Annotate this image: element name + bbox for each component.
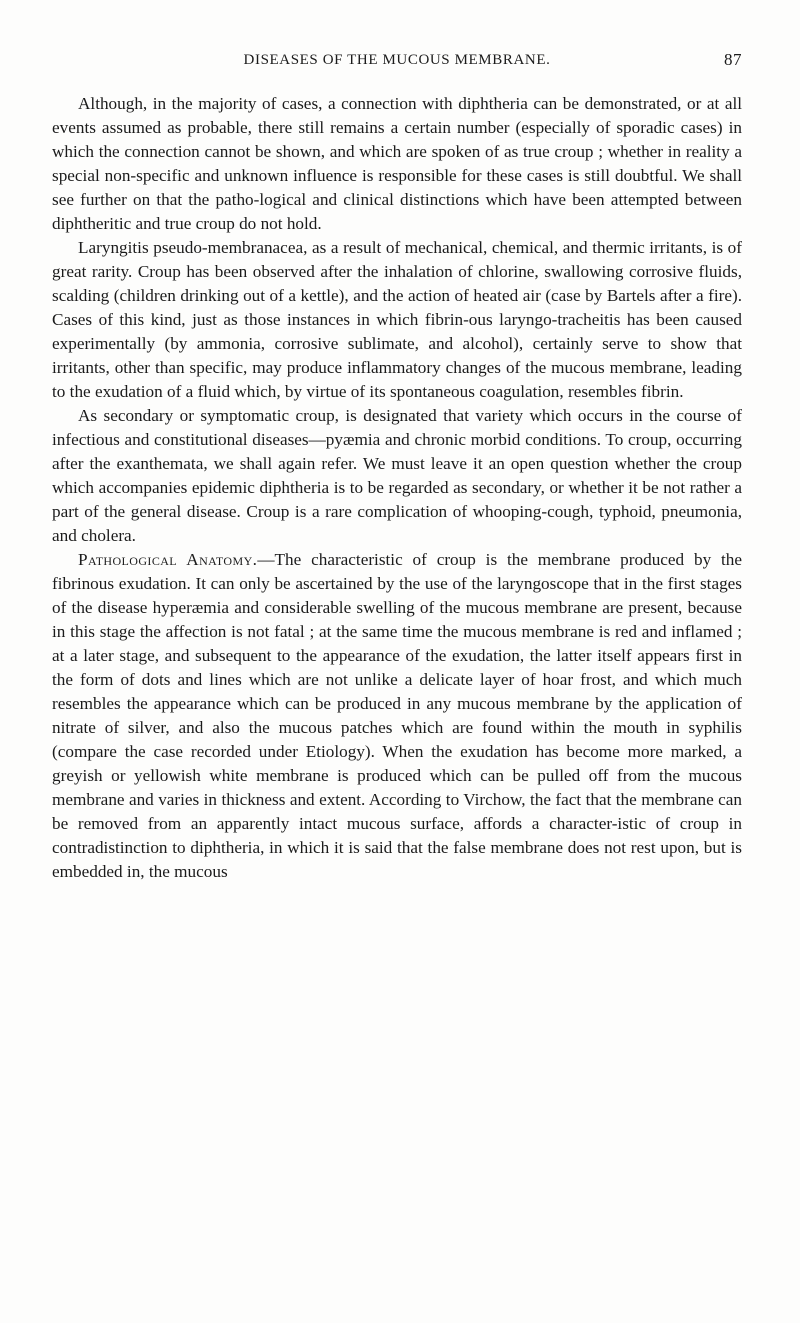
page-number: 87 (724, 50, 742, 69)
running-title: DISEASES OF THE MUCOUS MEMBRANE. (243, 52, 551, 68)
paragraph-secondary-croup: As secondary or symptomatic croup, is designated that variety which occurs in the course of infectious and constitutional diseases—pyæmia and chronic morbid conditions. To croup, occurring after the exanthemata, we shall again refer. We must leave it an open question whether the croup which accompanies epidemic diphtheria is to be regarded as secondary, or whether it be not rather a part of the general disease. Croup is a rare complication of whooping-cough, typhoid, pneumonia, and cholera. (52, 406, 742, 545)
section-heading-pathological-anatomy: Pathological Anatomy. (78, 550, 258, 569)
body-text (52, 92, 742, 884)
paragraph-diphtheria-connection: Although, in the majority of cases, a connection with diphtheria can be demonstrated, or at all events assumed as probable, there still remains a certain number (especially of sporadic cases) in which the connection cannot be shown, and which are spoken of as true croup ; whether in reality a special non-specific and unknown influence is responsible for these cases is still doubtful. We shall see further on that the patho-logical and clinical distinctions which have been attempted between diphtheritic and true croup do not hold. (52, 94, 742, 233)
paragraph-pathological-anatomy (52, 548, 742, 884)
running-head (52, 50, 742, 72)
pathological-anatomy-text: —The characteristic of croup is the membrane produced by the fibrinous exudation. It can only be ascertained by the use of the laryngoscope that in the first stages of the disease hyperæmia and considerable swelling of the mucous membrane are present, because in this stage the affection is not fatal ; at the same time the mucous membrane is red and inflamed ; at a later stage, and subsequent to the appearance of the exudation, the latter itself appears first in the form of dots and lines which are not unlike a delicate layer of hoar frost, and which much resembles the appearance which can be produced in any mucous membrane by the application of nitrate of silver, and also the mucous patches which are found within the mouth in syphilis (compare the case recorded under Etiology). When the exudation has become more marked, a greyish or yellowish white membrane is produced which can be pulled off from the mucous membrane and varies in thickness and extent. According to Virchow, the fact that the membrane can be removed from an apparently intact mucous surface, affords a character-istic of croup in contradistinction to diphtheria, in which it is said that the false membrane does not rest upon, but is embedded in, the mucous (52, 550, 743, 881)
paragraph-laryngitis-pseudo-membranacea: Laryngitis pseudo-membranacea, as a result of mechanical, chemical, and thermic irritants, is of great rarity. Croup has been observed after the inhalation of chlorine, swallowing corrosive fluids, scalding (children drinking out of a kettle), and the action of heated air (case by Bartels after a fire). Cases of this kind, just as those instances in which fibrin-ous laryngo-tracheitis has been caused experimentally (by ammonia, corrosive sublimate, and alcohol), certainly serve to show that irritants, other than specific, may produce inflammatory changes of the mucous membrane, leading to the exudation of a fluid which, by virtue of its spontaneous coagulation, resembles fibrin. (52, 238, 742, 401)
